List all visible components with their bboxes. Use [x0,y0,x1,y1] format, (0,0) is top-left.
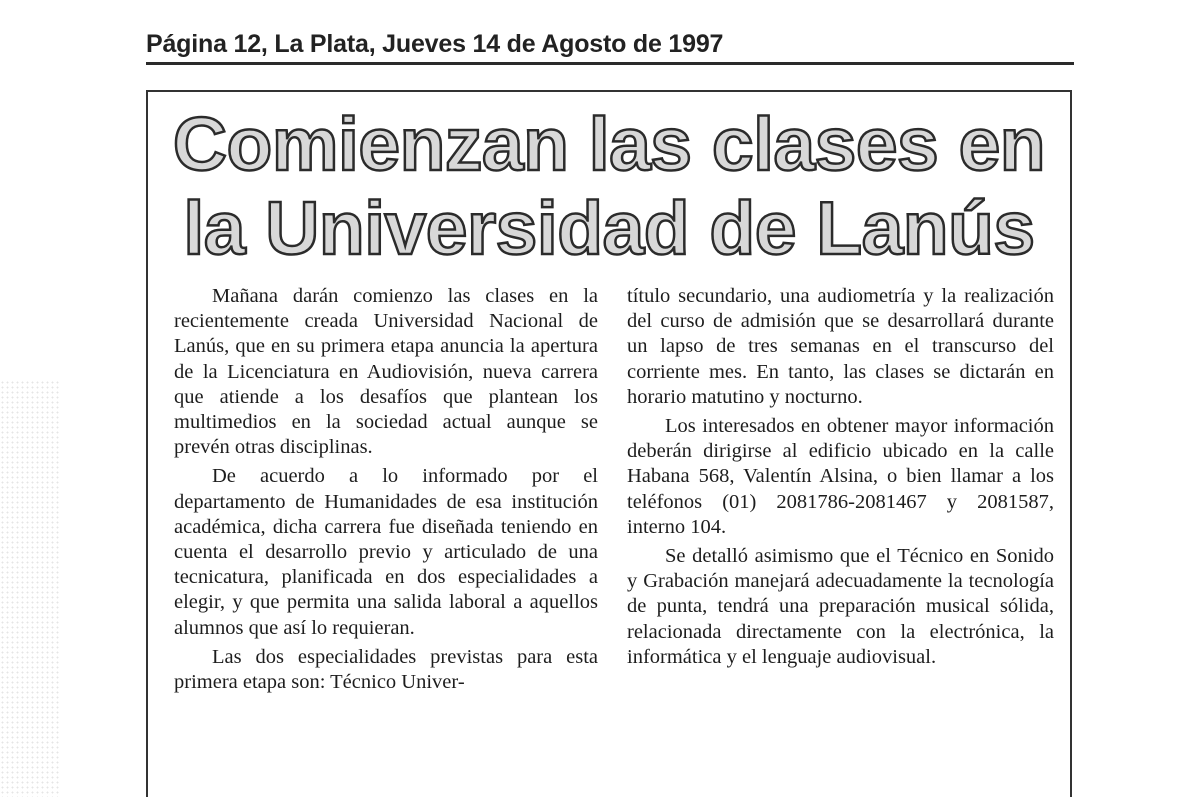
paragraph: título secundario, una audiometría y la realización del curso de admisión que se desarrollará durante un lapso de tres semanas en el transcurso del corriente mes. En tanto, las clases se dictarán en horario matutino y nocturno. [627,285,1054,408]
paragraph: Las dos especialidades previstas para esta primera etapa son: Técnico Univer- [174,645,598,694]
paragraph: De acuerdo a lo informado por el departamento de Humanidades de esa institución académica, dicha carrera fue diseñada teniendo en cuenta el desarrollo previo y articulado de una tecnicatura, planificada en dos especialidades a elegir, y que permita una salida laboral a aquellos alumnos que así lo requieran. [174,465,598,639]
headline-line-2: la Universidad de Lanús [183,186,1035,270]
dateline: Página 12, La Plata, Jueves 14 de Agosto de 1997 [146,30,724,58]
headline [146,102,1072,270]
paragraph: Se detalló asimismo que el Técnico en Sonido y Grabación manejará adecuadamente la tecnología de punta, tendrá una preparación musical sólida, relacionada directamente con la electrónica, la informática y el lenguaje audiovisual. [627,545,1054,668]
paragraph: Mañana darán comienzo las clases en la recientemente creada Universidad Nacional de Lanús, que en su primera etapa anuncia la apertura de la Licenciatura en Audiovisión, nueva carrera que atiende a los desafíos que plantean los multimedios en la sociedad actual aunque se prevén otras disciplinas. [174,285,598,459]
right-column [627,284,1054,670]
header-rule [146,62,1074,65]
headline-line-1: Comienzan las clases en [172,102,1046,186]
scan-noise [0,380,60,797]
paragraph: Los interesados en obtener mayor información deberán dirigirse al edificio ubicado en la calle Habana 568, Valentín Alsina, o bien llamar a los teléfonos (01) 2081786-2081467 y 2081587, interno 104. [627,415,1054,538]
left-column [174,284,598,695]
